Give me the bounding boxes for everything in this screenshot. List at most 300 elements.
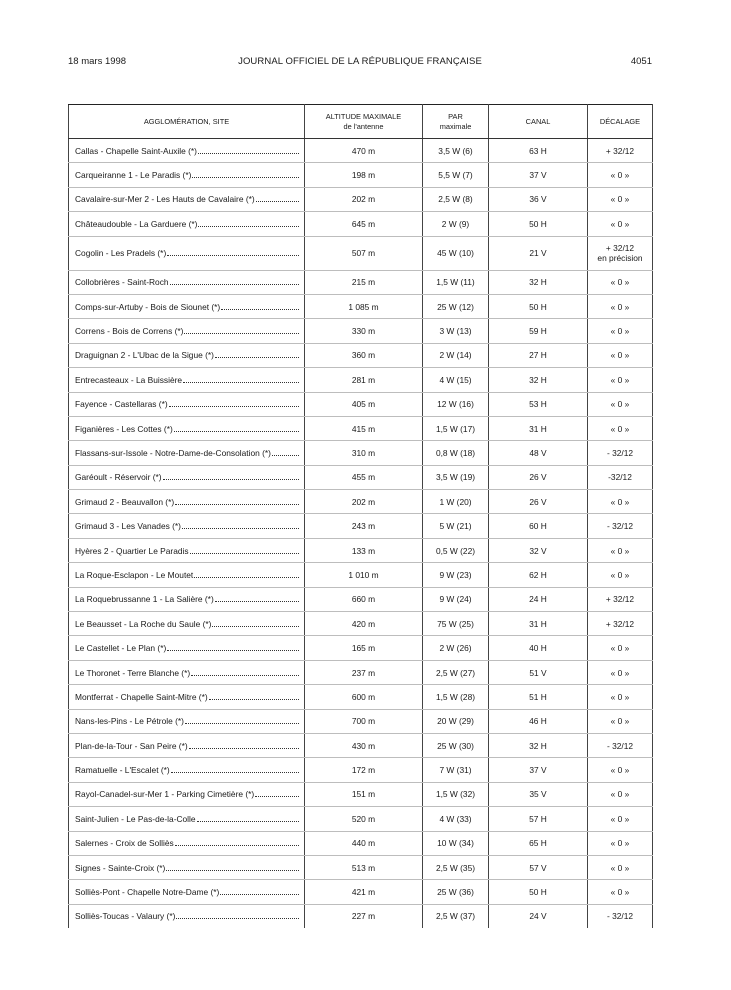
altitude-value: 310 m [351,447,376,458]
canal-cell [489,392,588,416]
table-row [69,441,653,465]
decalage-value: « 0 » [610,301,630,312]
altitude-cell [305,855,423,879]
site-name: Signes - Sainte-Croix (*) [75,862,166,873]
decalage-value: - 32/12 [606,447,634,458]
decalage-value: « 0 » [610,643,630,654]
canal-value: 37 V [529,170,547,181]
canal-value: 36 V [529,194,547,205]
par-cell [423,904,489,928]
site-cell-content [75,741,299,751]
altitude-value: 215 m [351,277,376,288]
par-cell [423,343,489,367]
altitude-cell [305,514,423,538]
decalage-value: « 0 » [610,813,630,824]
site-cell-content [75,399,299,409]
site-name: Châteaudouble - La Garduere (*) [75,218,198,229]
decalage-cell [588,187,653,211]
canal-cell [489,758,588,782]
dot-leader [190,547,299,554]
canal-cell [489,187,588,211]
par-value: 1 W (20) [439,496,472,507]
site-cell [69,904,305,928]
decalage-cell [588,880,653,904]
decalage-cell [588,270,653,294]
canal-value: 32 V [529,545,547,556]
site-name: Fayence - Castellaras (*) [75,399,168,410]
par-value: 3,5 W (6) [438,145,473,156]
decalage-value: « 0 » [610,887,630,898]
site-cell-content [75,472,299,482]
par-cell [423,441,489,465]
altitude-value: 227 m [351,911,376,922]
par-value: 7 W (31) [439,765,472,776]
site-cell-content [75,219,299,229]
par-value: 9 W (23) [439,569,472,580]
site-cell-content [75,838,299,848]
canal-value: 32 H [529,374,547,385]
decalage-value: -32/12 [608,472,632,483]
canal-value: 57 V [529,862,547,873]
altitude-value: 165 m [351,643,376,654]
site-cell [69,236,305,270]
altitude-value: 507 m [351,248,376,259]
table-row [69,236,653,270]
site-cell [69,368,305,392]
canal-value: 32 H [529,277,547,288]
par-cell [423,733,489,757]
dot-leader [256,195,299,202]
canal-value: 60 H [529,521,547,532]
table-row [69,368,653,392]
altitude-value: 440 m [351,838,376,849]
site-name: Callas - Chapelle Saint-Auxile (*) [75,145,197,156]
canal-cell [489,709,588,733]
header-par [423,105,489,139]
dot-leader [175,498,299,505]
site-cell [69,733,305,757]
decalage-cell [588,514,653,538]
site-cell [69,465,305,489]
altitude-value: 360 m [351,350,376,361]
altitude-cell [305,319,423,343]
canal-value: 53 H [529,399,547,410]
site-cell [69,538,305,562]
par-cell [423,758,489,782]
site-cell-content [75,863,299,873]
par-value: 10 W (34) [437,838,474,849]
altitude-value: 133 m [351,545,376,556]
decalage-value: « 0 » [610,194,630,205]
decalage-cell [588,236,653,270]
dot-leader [197,815,299,822]
site-name: Hyères 2 - Quartier Le Paradis [75,545,189,556]
par-value: 2 W (14) [439,350,472,361]
dot-leader [183,376,299,383]
altitude-cell [305,490,423,514]
altitude-cell [305,212,423,236]
dot-leader [175,839,299,846]
par-cell [423,880,489,904]
canal-value: 26 V [529,496,547,507]
dot-leader [171,766,299,773]
site-cell-content [75,789,299,799]
decalage-value: « 0 » [610,716,630,727]
par-cell [423,392,489,416]
table-row [69,758,653,782]
dot-leader [163,473,299,480]
par-value: 9 W (24) [439,594,472,605]
dot-leader [166,864,299,871]
site-cell-content [75,277,299,287]
canal-cell [489,294,588,318]
table-row [69,855,653,879]
site-name: Salernes - Croix de Solliès [75,838,174,849]
site-cell-content [75,643,299,653]
canal-cell [489,514,588,538]
canal-cell [489,343,588,367]
table-row [69,270,653,294]
header-canal [489,105,588,139]
site-cell-content [75,814,299,824]
par-cell [423,782,489,806]
altitude-value: 1 010 m [348,569,379,580]
journal-title: JOURNAL OFFICIEL DE LA RÉPUBLIQUE FRANÇAISE [238,56,482,67]
par-value: 2,5 W (8) [438,194,473,205]
canal-cell [489,831,588,855]
table-row [69,880,653,904]
decalage-cell [588,587,653,611]
par-value: 4 W (33) [439,813,472,824]
site-cell-content [75,594,299,604]
par-value: 25 W (30) [437,740,474,751]
altitude-value: 660 m [351,594,376,605]
header-site-label: AGGLOMÉRATION, SITE [143,116,230,126]
canal-value: 37 V [529,765,547,776]
par-cell [423,294,489,318]
par-value: 25 W (36) [437,887,474,898]
par-cell [423,563,489,587]
canal-cell [489,782,588,806]
altitude-value: 520 m [351,813,376,824]
dot-leader [176,912,299,919]
site-name: Le Castellet - Le Plan (*) [75,643,167,654]
altitude-value: 202 m [351,194,376,205]
site-cell [69,831,305,855]
site-name: Entrecasteaux - La Buissière [75,374,183,385]
table-row [69,187,653,211]
decalage-value: « 0 » [610,218,630,229]
dot-leader [167,249,299,256]
table-row [69,465,653,489]
altitude-cell [305,660,423,684]
site-cell-content [75,302,299,312]
altitude-cell [305,368,423,392]
canal-value: 27 H [529,350,547,361]
site-cell [69,270,305,294]
altitude-cell [305,782,423,806]
par-cell [423,855,489,879]
site-cell-content [75,170,299,180]
canal-cell [489,855,588,879]
table-row [69,612,653,636]
site-name: Carqueiranne 1 - Le Paradis (*) [75,170,192,181]
altitude-value: 202 m [351,496,376,507]
par-value: 2 W (9) [441,218,470,229]
par-value: 75 W (25) [437,618,474,629]
canal-value: 51 H [529,691,547,702]
site-name: Grimaud 3 - Les Vanades (*) [75,521,181,532]
table-row [69,636,653,660]
header-decalage-label: DÉCALAGE [599,116,641,126]
decalage-cell [588,163,653,187]
site-cell-content [75,619,299,629]
decalage-value: « 0 » [610,862,630,873]
decalage-cell [588,660,653,684]
site-name: Correns - Bois de Correns (*) [75,326,184,337]
site-cell [69,612,305,636]
altitude-value: 151 m [351,789,376,800]
decalage-cell [588,139,653,163]
dot-leader [209,693,299,700]
altitude-value: 405 m [351,399,376,410]
canal-value: 31 H [529,423,547,434]
table-row [69,709,653,733]
altitude-cell [305,733,423,757]
altitude-value: 243 m [351,521,376,532]
dot-leader [191,669,299,676]
dot-leader [184,327,299,334]
site-cell [69,392,305,416]
par-cell [423,236,489,270]
table-row [69,685,653,709]
altitude-cell [305,831,423,855]
site-cell [69,709,305,733]
altitude-value: 172 m [351,765,376,776]
canal-cell [489,490,588,514]
site-cell [69,636,305,660]
par-value: 1,5 W (11) [436,277,475,288]
canal-cell [489,880,588,904]
decalage-cell [588,758,653,782]
canal-cell [489,441,588,465]
site-cell [69,294,305,318]
dot-leader [189,742,299,749]
altitude-value: 237 m [351,667,376,678]
site-cell-content [75,546,299,556]
header-altitude [305,105,423,139]
par-value: 12 W (16) [437,399,474,410]
canal-value: 51 V [529,667,547,678]
site-cell-content [75,326,299,336]
site-name: Rayol-Canadel-sur-Mer 1 - Parking Cimetière (*) [75,789,255,800]
canal-value: 48 V [529,447,547,458]
dot-leader [272,449,299,456]
decalage-value: « 0 » [610,374,630,385]
decalage-value: - 32/12 [606,740,634,751]
canal-cell [489,212,588,236]
decalage-value: + 32/12 [605,618,635,629]
decalage-value: + 32/12 [605,594,635,605]
altitude-cell [305,904,423,928]
altitude-value: 420 m [351,618,376,629]
table-row [69,660,653,684]
table-row [69,490,653,514]
par-value: 0,8 W (18) [435,447,476,458]
altitude-cell [305,758,423,782]
decalage-cell [588,904,653,928]
site-cell-content [75,448,299,458]
altitude-cell [305,139,423,163]
altitude-value: 455 m [351,472,376,483]
table-row [69,416,653,440]
par-cell [423,514,489,538]
site-cell-content [75,424,299,434]
site-cell [69,855,305,879]
par-cell [423,807,489,831]
par-value: 20 W (29) [437,716,474,727]
par-cell [423,538,489,562]
par-value: 25 W (12) [437,301,474,312]
site-cell-content [75,194,299,204]
site-cell [69,758,305,782]
dot-leader [215,351,299,358]
site-name: La Roque-Esclapon - Le Moutet [75,569,194,580]
canal-value: 35 V [529,789,547,800]
site-cell [69,782,305,806]
decalage-value: « 0 » [610,691,630,702]
altitude-cell [305,636,423,660]
decalage-cell [588,212,653,236]
site-cell-content [75,521,299,531]
par-value: 2 W (26) [439,643,472,654]
canal-value: 59 H [529,326,547,337]
altitude-value: 1 085 m [348,301,379,312]
decalage-value: « 0 » [610,667,630,678]
canal-value: 46 H [529,716,547,727]
canal-cell [489,139,588,163]
par-value: 5,5 W (7) [438,170,473,181]
table-row [69,538,653,562]
header-par-line2: maximale [439,121,472,131]
altitude-value: 415 m [351,423,376,434]
par-cell [423,212,489,236]
header-par-line1: PAR [448,111,463,121]
dot-leader [220,888,299,895]
dot-leader [185,717,299,724]
decalage-cell [588,392,653,416]
site-cell-content [75,146,299,156]
page-number: 4051 [630,56,652,67]
par-value: 3 W (13) [439,326,472,337]
decalage-value: « 0 » [610,765,630,776]
par-cell [423,587,489,611]
decalage-cell [588,465,653,489]
canal-cell [489,270,588,294]
par-value: 2,5 W (37) [435,911,476,922]
decalage-cell [588,807,653,831]
canal-cell [489,660,588,684]
altitude-cell [305,236,423,270]
par-value: 5 W (21) [439,521,472,532]
altitude-value: 600 m [351,691,376,702]
altitude-cell [305,294,423,318]
publication-date: 18 mars 1998 [68,56,127,67]
altitude-cell [305,270,423,294]
altitude-cell [305,685,423,709]
dot-leader [170,278,299,285]
dot-leader [221,303,299,310]
canal-value: 62 H [529,569,547,580]
table-header-row [69,105,653,139]
decalage-cell [588,538,653,562]
altitude-cell [305,416,423,440]
site-cell-content [75,887,299,897]
header-site [69,105,305,139]
table-row [69,807,653,831]
dot-leader [198,220,299,227]
table-row [69,563,653,587]
header-canal-label: CANAL [525,116,551,126]
decalage-value: « 0 » [610,326,630,337]
decalage-cell [588,612,653,636]
par-cell [423,187,489,211]
altitude-value: 421 m [351,887,376,898]
site-name: Solliès-Pont - Chapelle Notre-Dame (*) [75,887,220,898]
site-name: Draguignan 2 - L'Ubac de la Sigue (*) [75,350,214,361]
table-row [69,392,653,416]
dot-leader [174,425,299,432]
canal-cell [489,612,588,636]
site-name: Saint-Julien - Le Pas-de-la-Colle [75,813,196,824]
decalage-value: « 0 » [610,569,630,580]
header-altitude-line2: de l'antenne [343,121,384,131]
canal-value: 50 H [529,301,547,312]
par-value: 1,5 W (17) [435,423,476,434]
decalage-cell [588,490,653,514]
site-cell-content [75,911,299,921]
decalage-cell [588,294,653,318]
decalage-cell [588,831,653,855]
canal-cell [489,368,588,392]
decalage-value: « 0 » [610,423,630,434]
altitude-cell [305,612,423,636]
decalage-cell [588,319,653,343]
altitude-cell [305,880,423,904]
table-row [69,587,653,611]
site-name: Le Thoronet - Terre Blanche (*) [75,667,191,678]
site-name: Grimaud 2 - Beauvallon (*) [75,496,175,507]
site-name: Plan-de-la-Tour - San Peire (*) [75,740,188,751]
table-row [69,904,653,928]
decalage-value: « 0 » [610,545,630,556]
table-row [69,212,653,236]
site-cell [69,319,305,343]
canal-cell [489,587,588,611]
site-cell-content [75,716,299,726]
site-cell [69,807,305,831]
par-cell [423,612,489,636]
decalage-value: + 32/12 [605,243,635,254]
canal-value: 31 H [529,618,547,629]
par-cell [423,319,489,343]
site-name: Le Beausset - La Roche du Saule (*) [75,618,212,629]
decalage-cell [588,636,653,660]
canal-cell [489,636,588,660]
dot-leader [215,595,299,602]
canal-cell [489,538,588,562]
par-cell [423,139,489,163]
